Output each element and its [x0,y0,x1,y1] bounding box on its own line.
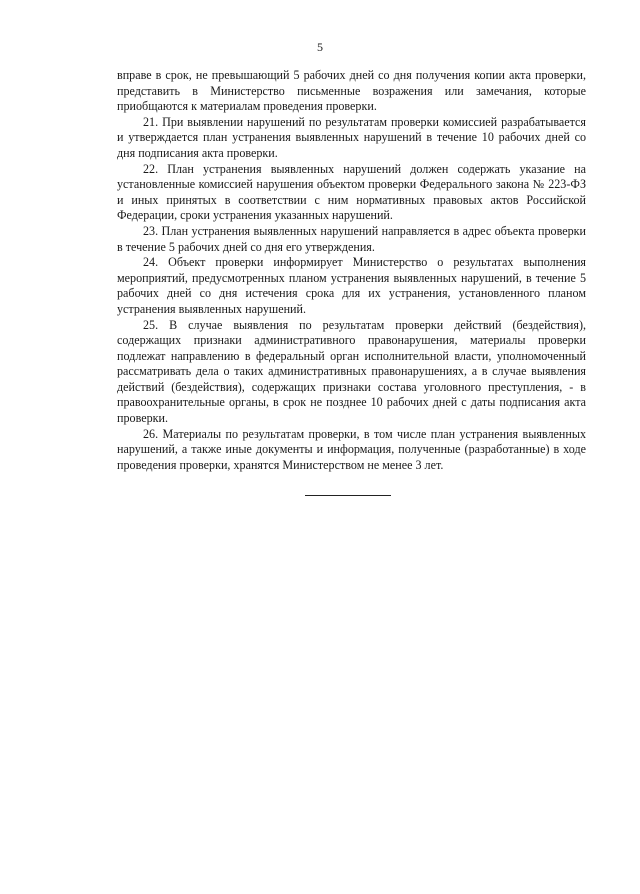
page-number: 5 [317,40,323,54]
end-separator-line [305,495,391,496]
paragraph-22: 22. План устранения выявленных нарушений должен содержать указание на установленные комиссией нарушения объектом проверки Федерального закона № 223-ФЗ и иных принятых в соответствии с ним нормативных правовых актов Российской Федерации, сроки устранения указанных нарушений. [117,161,586,223]
paragraph-25: 25. В случае выявления по результатам проверки действий (бездействия), содержащих признаки административного правонарушения, материалы проверки подлежат направлению в федеральный орган исполнительной власти, уполномоченный рассматривать дела о таких административных правонарушениях, а в случае выявления действий (бездействия), содержащих признаки состава уголовного преступления, - в правоохранительные органы, в срок не позднее 10 рабочих дней с даты подписания акта проверки. [117,317,586,426]
paragraph-26: 26. Материалы по результатам проверки, в том числе план устранения выявленных нарушений, а также иные документы и информация, полученные (разработанные) в ходе проведения проверки, хранятся Министерством не менее 3 лет. [117,426,586,472]
paragraph-21: 21. При выявлении нарушений по результатам проверки комиссией разрабатывается и утверждается план устранения выявленных нарушений в течение 10 рабочих дней со дня подписания акта проверки. [117,114,586,160]
paragraph-23: 23. План устранения выявленных нарушений направляется в адрес объекта проверки в течение 5 рабочих дней со дня его утверждения. [117,223,586,254]
paragraph-24: 24. Объект проверки информирует Министерство о результатах выполнения мероприятий, предусмотренных планом устранения выявленных нарушений, в течение 5 рабочих дней со дня истечения срока для их устранения, установленного планом устранения выявленных нарушений. [117,255,586,316]
paragraph-continuation: вправе в срок, не превышающий 5 рабочих дней со дня получения копии акта проверки, представить в Министерство письменные возражения или замечания, которые приобщаются к материалам проведения проверки. [117,68,586,114]
document-body [117,68,586,473]
